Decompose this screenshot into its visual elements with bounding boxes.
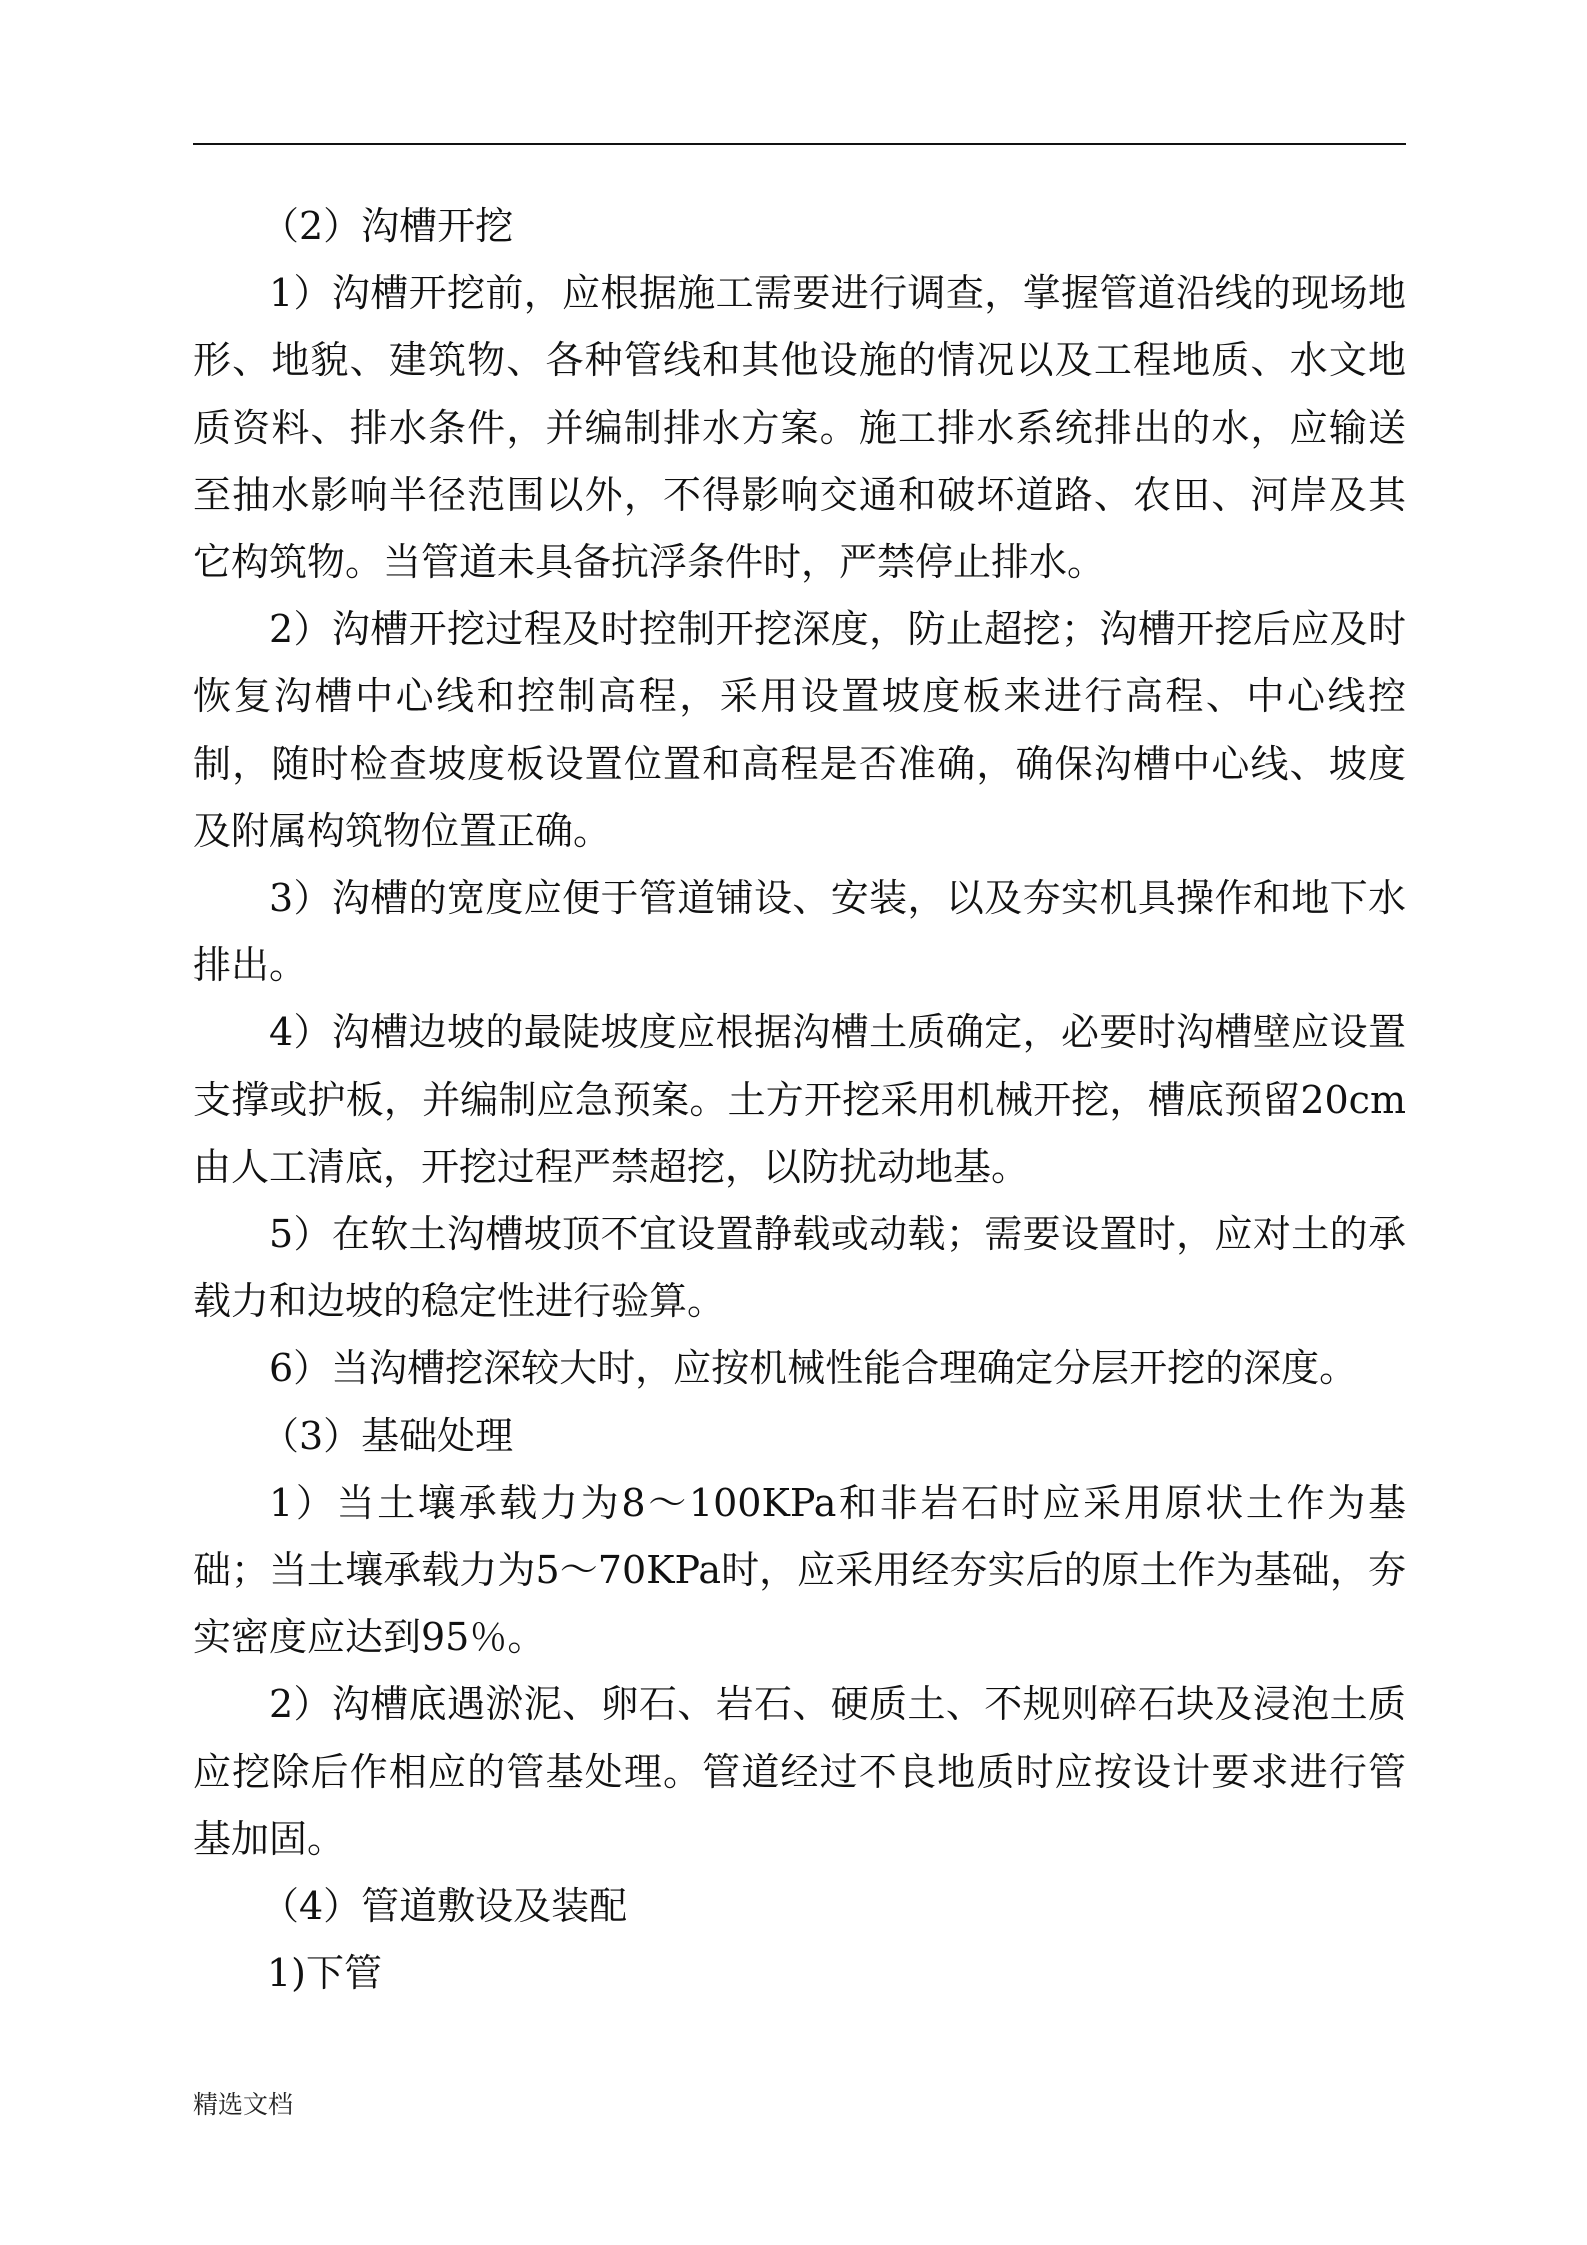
- paragraph: 4）沟槽边坡的最陡坡度应根据沟槽土质确定，必要时沟槽壁应设置支撑或护板，并编制应急预案。土方开挖采用机械开挖，槽底预留20cm由人工清底，开挖过程严禁超挖，以防扰动地基。: [193, 1010, 1406, 1189]
- section-heading-foundation-treatment: （3）基础处理: [261, 1413, 514, 1458]
- paragraph: 1）当土壤承载力为8～100KPa和非岩石时应采用原状土作为基础；当土壤承载力为5～70KPa时，应采用经夯实后的原土作为基础，夯实密度应达到95％。: [193, 1480, 1406, 1660]
- header-rule: [193, 143, 1406, 145]
- paragraph: 3）沟槽的宽度应便于管道铺设、安装，以及夯实机具操作和地下水排出。: [193, 876, 1406, 988]
- footer-label: 精选文档: [193, 2090, 294, 2119]
- paragraph: 2）沟槽底遇淤泥、卵石、岩石、硬质土、不规则碎石块及浸泡土质应挖除后作相应的管基处理。管道经过不良地质时应按设计要求进行管基加固。: [193, 1682, 1406, 1861]
- paragraph: 5）在软土沟槽坡顶不宜设置静载或动载；需要设置时，应对土的承载力和边坡的稳定性进行验算。: [193, 1212, 1406, 1324]
- section-heading-trench-excavation: （2）沟槽开挖: [261, 204, 514, 248]
- subheading-lowering-pipe: 1)下管: [267, 1951, 383, 1996]
- paragraph: 2）沟槽开挖过程及时控制开挖深度，防止超挖；沟槽开挖后应及时恢复沟槽中心线和控制高程，采用设置坡度板来进行高程、中心线控制，随时检查坡度板设置位置和高程是否准确，确保沟槽中心线、坡度及附属构筑物位置正确。: [193, 607, 1406, 853]
- document-body: [193, 193, 1406, 2007]
- section-heading-pipe-laying: （4）管道敷设及装配: [261, 1884, 628, 1929]
- paragraph: 1）沟槽开挖前，应根据施工需要进行调查，掌握管道沿线的现场地形、地貌、建筑物、各种管线和其他设施的情况以及工程地质、水文地质资料、排水条件，并编制排水方案。施工排水系统排出的水，应输送至抽水影响半径范围以外，不得影响交通和破坏道路、农田、河岸及其它构筑物。当管道未具备抗浮条件时，严禁停止排水。: [193, 271, 1406, 585]
- paragraph: 6）当沟槽挖深较大时，应按机械性能合理确定分层开挖的深度。: [269, 1346, 1358, 1391]
